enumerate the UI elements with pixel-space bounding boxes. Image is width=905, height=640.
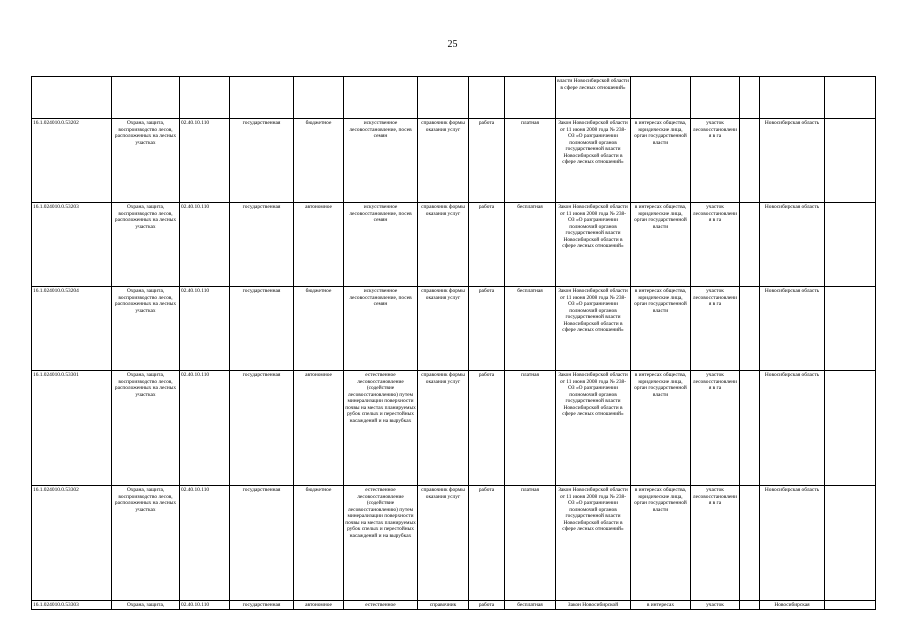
- cell-indicator: участок лесовосстановления в га: [691, 119, 740, 203]
- cell-type: работа: [469, 601, 505, 610]
- cell-code: 16.1.024010.0.53301: [32, 371, 112, 486]
- table-row: [32, 371, 876, 486]
- cell-empty: [825, 601, 876, 610]
- cell-name: Охрана, защита, воспроизводство лесов, расположенных на лесных участках: [112, 203, 180, 287]
- cell-kind: государственная: [230, 486, 294, 601]
- cell-content: естественное лесовосстановление (содействие лесовосстановлению) путем минерализации поверхности почвы на местах планируемых рубок спелых и перестойных насаждений и на вырубках: [344, 486, 418, 601]
- cell-code: 16.1.024010.0.53204: [32, 287, 112, 371]
- page-number: 25: [447, 39, 458, 50]
- cell-empty: [740, 371, 760, 486]
- cell-content: искусственное лесовосстановление, посев семян: [344, 119, 418, 203]
- cell-basis: Закон Новосибирской области от 11 июня 2008 года № 238-ОЗ «О разграничении полномочий органов государственной власти Новосибирской области в сфере лесных отношений»: [556, 203, 631, 287]
- cell-institution: автономное: [294, 371, 344, 486]
- cell-empty: [825, 371, 876, 486]
- cell-pay: бесплатная: [505, 203, 556, 287]
- cell-consumers: в интересах общества, юридические лица, орган государственной власти: [631, 203, 691, 287]
- cell-pay: платная: [505, 119, 556, 203]
- cell-empty: [740, 119, 760, 203]
- cell-empty: [825, 486, 876, 601]
- cell-unit: справочник формы оказания услуг: [418, 287, 469, 371]
- cell-empty: [740, 601, 760, 610]
- cell-empty: [825, 203, 876, 287]
- cell-pay: бесплатная: [505, 601, 556, 610]
- cell-indicator: участок лесовосстановления в га: [691, 203, 740, 287]
- cell-code: 16.1.024010.0.53203: [32, 203, 112, 287]
- cell-code: 16.1.024010.0.53303: [32, 601, 112, 610]
- cell-code: 16.1.024010.0.53202: [32, 119, 112, 203]
- cell-region: Новосибирская область: [760, 203, 825, 287]
- cell-pay: платная: [505, 371, 556, 486]
- cell-consumers: в интересах общества, юридические лица, орган государственной власти: [631, 119, 691, 203]
- cell-consumers: в интересах общества, юридические лица, орган государственной власти: [631, 371, 691, 486]
- cell-region: Новосибирская область: [760, 486, 825, 601]
- cell-okved: 02.40.10.110: [180, 287, 230, 371]
- table-row: [32, 119, 876, 203]
- cell-institution: бюджетное: [294, 486, 344, 601]
- cell-kind: государственная: [230, 119, 294, 203]
- cell-okved: 02.40.10.110: [180, 601, 230, 610]
- cell-pay: бесплатная: [505, 287, 556, 371]
- cell-empty: [740, 203, 760, 287]
- cell-type: работа: [469, 371, 505, 486]
- table-row: [32, 77, 876, 119]
- cell-kind: государственная: [230, 371, 294, 486]
- cell-institution: автономное: [294, 203, 344, 287]
- cell-empty: [825, 119, 876, 203]
- cell-empty: [740, 486, 760, 601]
- cell-basis: Закон Новосибирской области от 11 июня 2008 года № 238-ОЗ «О разграничении полномочий органов государственной власти Новосибирской области в сфере лесных отношений»: [556, 119, 631, 203]
- cell-content: искусственное лесовосстановление, посев семян: [344, 203, 418, 287]
- cell-okved: 02.40.10.110: [180, 203, 230, 287]
- cell-type: работа: [469, 287, 505, 371]
- cell-indicator: участок лесовосстановления в га: [691, 287, 740, 371]
- cell-unit: справочник формы оказания услуг: [418, 203, 469, 287]
- cell-consumers: в интересах: [631, 601, 691, 610]
- services-table: [31, 76, 876, 610]
- cell-basis: власти Новосибирской области в сфере лесных отношений»: [556, 77, 631, 119]
- cell-region: Новосибирская область: [760, 119, 825, 203]
- cell-kind: государственная: [230, 287, 294, 371]
- cell-content: искусственное лесовосстановление, посев семян: [344, 287, 418, 371]
- cell-basis: Закон Новосибирской: [556, 601, 631, 610]
- cell-basis: Закон Новосибирской области от 11 июня 2008 года № 238-ОЗ «О разграничении полномочий органов государственной власти Новосибирской области в сфере лесных отношений»: [556, 486, 631, 601]
- cell-code: 16.1.024010.0.53302: [32, 486, 112, 601]
- cell-institution: бюджетное: [294, 287, 344, 371]
- cell-type: работа: [469, 119, 505, 203]
- cell-unit: справочник формы оказания услуг: [418, 371, 469, 486]
- cell-consumers: в интересах общества, юридические лица, орган государственной власти: [631, 486, 691, 601]
- table-row: [32, 601, 876, 610]
- cell-type: работа: [469, 203, 505, 287]
- table-row: [32, 287, 876, 371]
- cell-content: естественное лесовосстановление (содействие лесовосстановлению) путем минерализации поверхности почвы на местах планируемых рубок спелых и перестойных насаждений и на вырубках: [344, 371, 418, 486]
- cell-indicator: участок: [691, 601, 740, 610]
- cell-name: Охрана, защита, воспроизводство лесов, расположенных на лесных участках: [112, 119, 180, 203]
- cell-empty: [825, 287, 876, 371]
- cell-kind: государственная: [230, 203, 294, 287]
- cell-region: Новосибирская область: [760, 287, 825, 371]
- table-row: [32, 203, 876, 287]
- cell-region: Новосибирская: [760, 601, 825, 610]
- cell-basis: Закон Новосибирской области от 11 июня 2008 года № 238-ОЗ «О разграничении полномочий органов государственной власти Новосибирской области в сфере лесных отношений»: [556, 371, 631, 486]
- cell-basis: Закон Новосибирской области от 11 июня 2008 года № 238-ОЗ «О разграничении полномочий органов государственной власти Новосибирской области в сфере лесных отношений»: [556, 287, 631, 371]
- cell-okved: 02.40.10.110: [180, 486, 230, 601]
- cell-indicator: участок лесовосстановления в га: [691, 371, 740, 486]
- cell-empty: [740, 287, 760, 371]
- cell-unit: справочник: [418, 601, 469, 610]
- cell-name: Охрана, защита, воспроизводство лесов, расположенных на лесных участках: [112, 486, 180, 601]
- cell-institution: автономное: [294, 601, 344, 610]
- cell-pay: платная: [505, 486, 556, 601]
- cell-okved: 02.40.10.110: [180, 371, 230, 486]
- cell-okved: 02.40.10.110: [180, 119, 230, 203]
- cell-kind: государственная: [230, 601, 294, 610]
- cell-content: естественное: [344, 601, 418, 610]
- cell-name: Охрана, защита, воспроизводство лесов, расположенных на лесных участках: [112, 287, 180, 371]
- cell-unit: справочник формы оказания услуг: [418, 119, 469, 203]
- cell-name: Охрана, защита, воспроизводство лесов, расположенных на лесных участках: [112, 371, 180, 486]
- table-row: [32, 486, 876, 601]
- cell-type: работа: [469, 486, 505, 601]
- cell-consumers: в интересах общества, юридические лица, орган государственной власти: [631, 287, 691, 371]
- cell-indicator: участок лесовосстановления в га: [691, 486, 740, 601]
- cell-unit: справочник формы оказания услуг: [418, 486, 469, 601]
- cell-region: Новосибирская область: [760, 371, 825, 486]
- cell-institution: бюджетное: [294, 119, 344, 203]
- cell-name: Охрана, защита,: [112, 601, 180, 610]
